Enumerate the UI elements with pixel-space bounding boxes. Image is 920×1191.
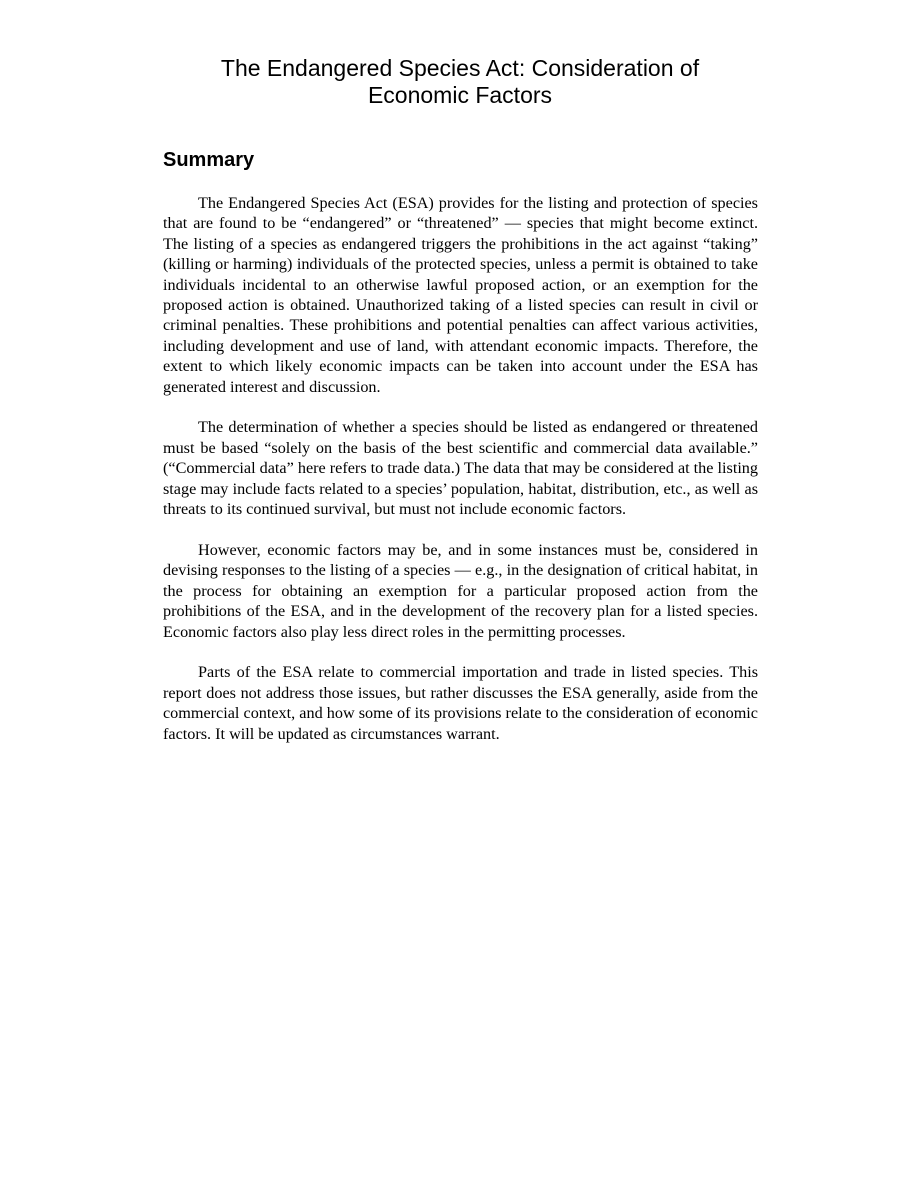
summary-paragraph-3: However, economic factors may be, and in some instances must be, considered in devising responses to the listing of a species — e.g., in the designation of critical habitat, in the process for obtaining an exemption for a particular proposed action from the prohibitions of the ESA, and in the development of the recovery plan for a listed species. Economic factors also play less direct roles in the permitting processes.: [163, 540, 758, 641]
summary-body: [163, 193, 758, 764]
document-title-line-1: The Endangered Species Act: Consideration of: [220, 55, 700, 81]
document-title-line-2: Economic Factors: [367, 82, 553, 108]
document-title: [160, 55, 760, 109]
summary-paragraph-1: The Endangered Species Act (ESA) provides for the listing and protection of species that are found to be “endangered” or “threatened” — species that might become extinct. The listing of a species as endangered triggers the prohibitions in the act against “taking” (killing or harming) individuals of the protected species, unless a permit is obtained to take individuals incidental to an otherwise lawful proposed action, or an exemption for the proposed action is obtained. Unauthorized taking of a listed species can result in civil or criminal penalties. These prohibitions and potential penalties can affect various activities, including development and use of land, with attendant economic impacts. Therefore, the extent to which likely economic impacts can be taken into account under the ESA has generated interest and discussion.: [163, 194, 758, 396]
summary-paragraph-2: The determination of whether a species should be listed as endangered or threatened must be based “solely on the basis of the best scientific and commercial data available.” (“Commercial data” here refers to trade data.) The data that may be considered at the listing stage may include facts related to a species’ population, habitat, distribution, etc., as well as threats to its continued survival, but must not include economic factors.: [163, 418, 758, 519]
section-heading-summary: Summary: [163, 149, 255, 171]
summary-paragraph-4: Parts of the ESA relate to commercial importation and trade in listed species. This report does not address those issues, but rather discusses the ESA generally, aside from the commercial context, and how some of its provisions relate to the consideration of economic factors. It will be updated as circumstances warrant.: [163, 663, 758, 743]
